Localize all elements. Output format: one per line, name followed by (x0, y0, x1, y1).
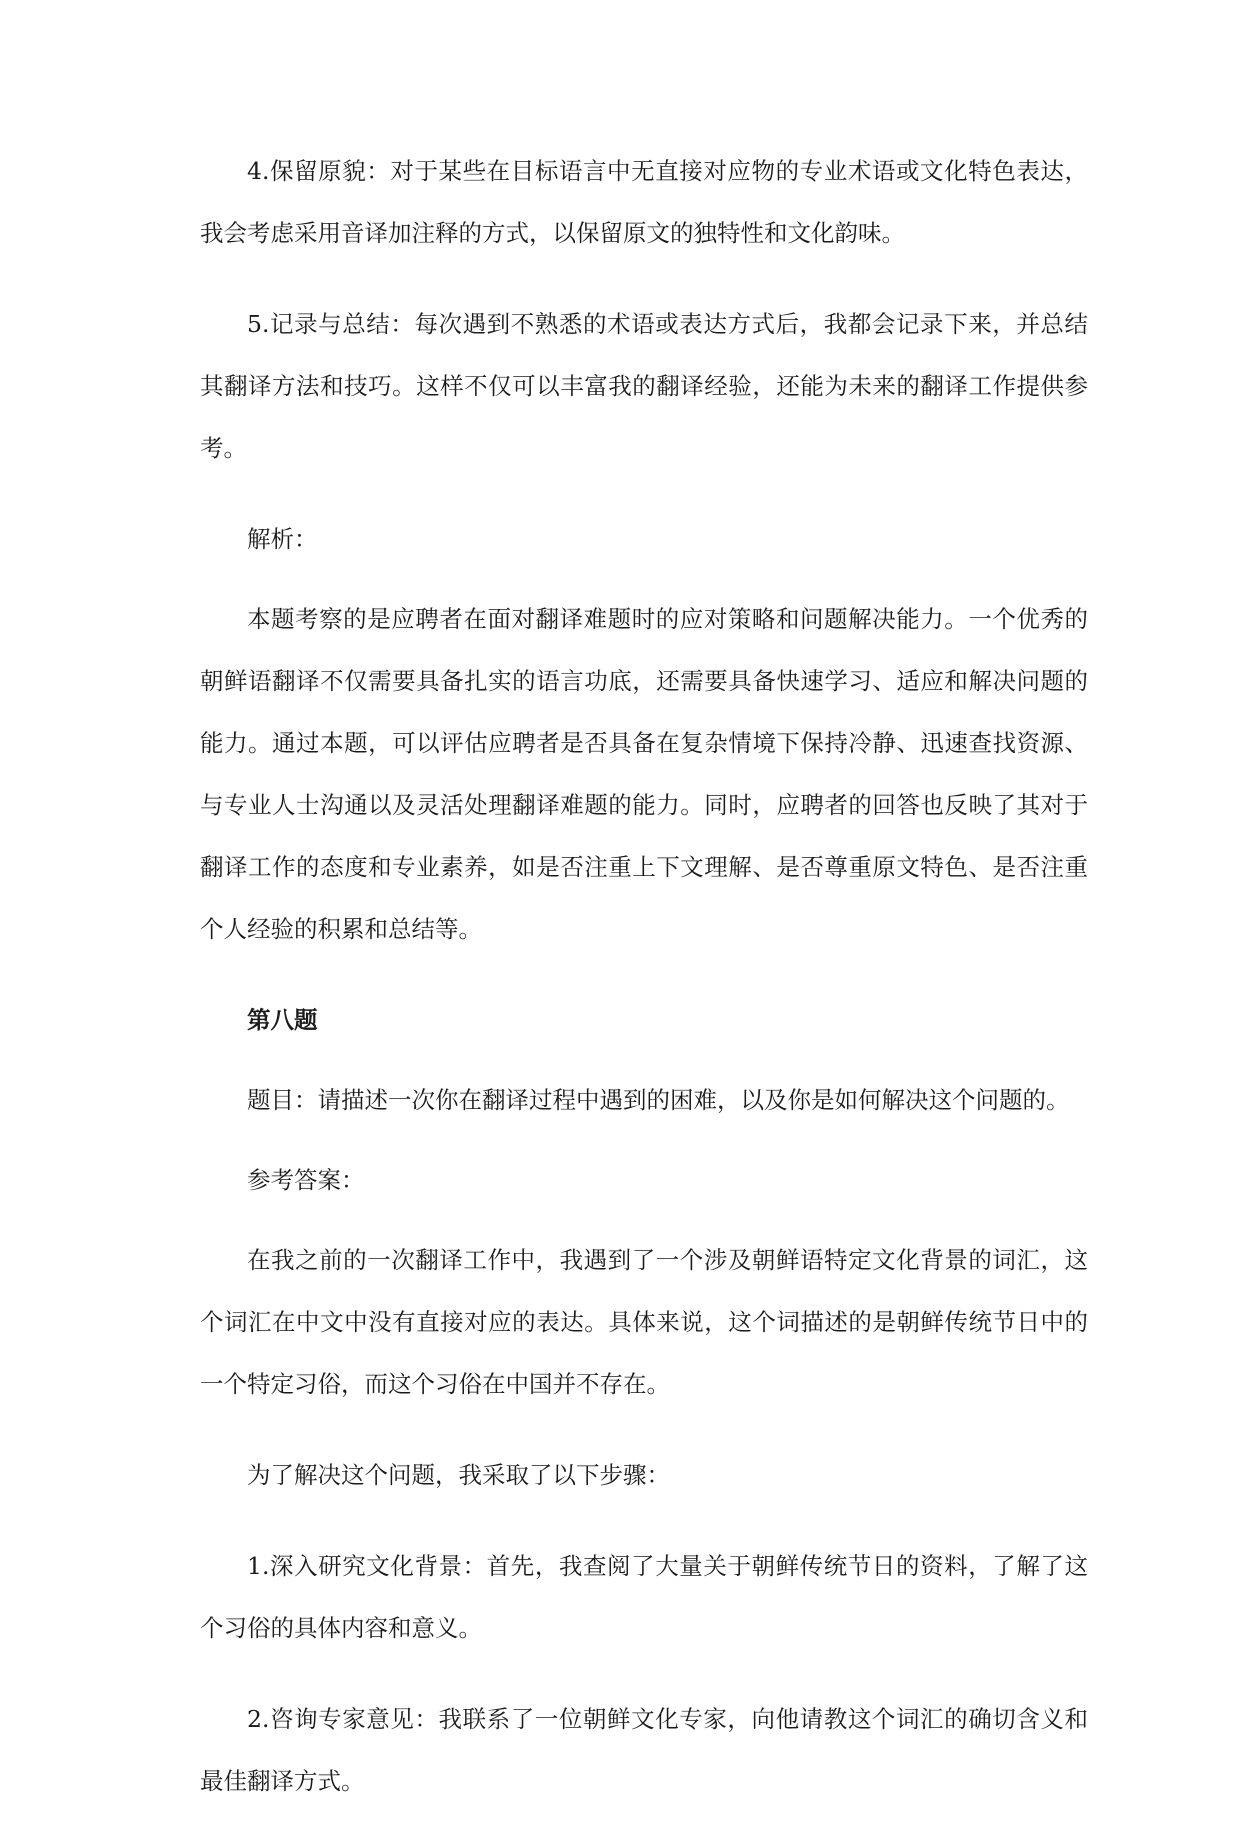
analysis-label: 解析： (247, 525, 318, 553)
paragraph-record-summarize: 5.记录与总结：每次遇到不熟悉的术语或表达方式后，我都会记录下来，并总结其翻译方法和技巧。这样不仅可以丰富我的翻译经验，还能为未来的翻译工作提供参考。 (200, 310, 1088, 462)
step-1: 1.深入研究文化背景：首先，我查阅了大量关于朝鲜传统节日的资料，了解了这个习俗的具体内容和意义。 (200, 1552, 1088, 1642)
steps-intro: 为了解决这个问题，我采取了以下步骤： (247, 1461, 670, 1489)
analysis-paragraph: 本题考察的是应聘者在面对翻译难题时的应对策略和问题解决能力。一个优秀的朝鲜语翻译不仅需要具备扎实的语言功底，还需要具备快速学习、适应和解决问题的能力。通过本题，可以评估应聘者是否具备在复杂情境下保持冷静、迅速查找资源、与专业人士沟通以及灵活处理翻译难题的能力。同时，应聘者的回答也反映了其对于翻译工作的态度和专业素养，如是否注重上下文理解、是否尊重原文特色、是否注重个人经验的积累和总结等。 (200, 605, 1088, 943)
question-text: 题目：请描述一次你在翻译过程中遇到的困难，以及你是如何解决这个问题的。 (247, 1086, 1070, 1114)
document-page (200, 140, 1088, 1841)
answer-paragraph: 在我之前的一次翻译工作中，我遇到了一个涉及朝鲜语特定文化背景的词汇，这个词汇在中文中没有直接对应的表达。具体来说，这个词描述的是朝鲜传统节日中的一个特定习俗，而这个习俗在中国并不存在。 (200, 1246, 1088, 1398)
step-2: 2.咨询专家意见：我联系了一位朝鲜文化专家，向他请教这个词汇的确切含义和最佳翻译方式。 (200, 1705, 1088, 1795)
paragraph-keep-original: 4.保留原貌：对于某些在目标语言中无直接对应物的专业术语或文化特色表达，我会考虑采用音译加注释的方式，以保留原文的独特性和文化韵味。 (200, 157, 1088, 247)
question-heading: 第八题 (247, 1006, 318, 1034)
reference-answer-label: 参考答案： (247, 1166, 365, 1194)
